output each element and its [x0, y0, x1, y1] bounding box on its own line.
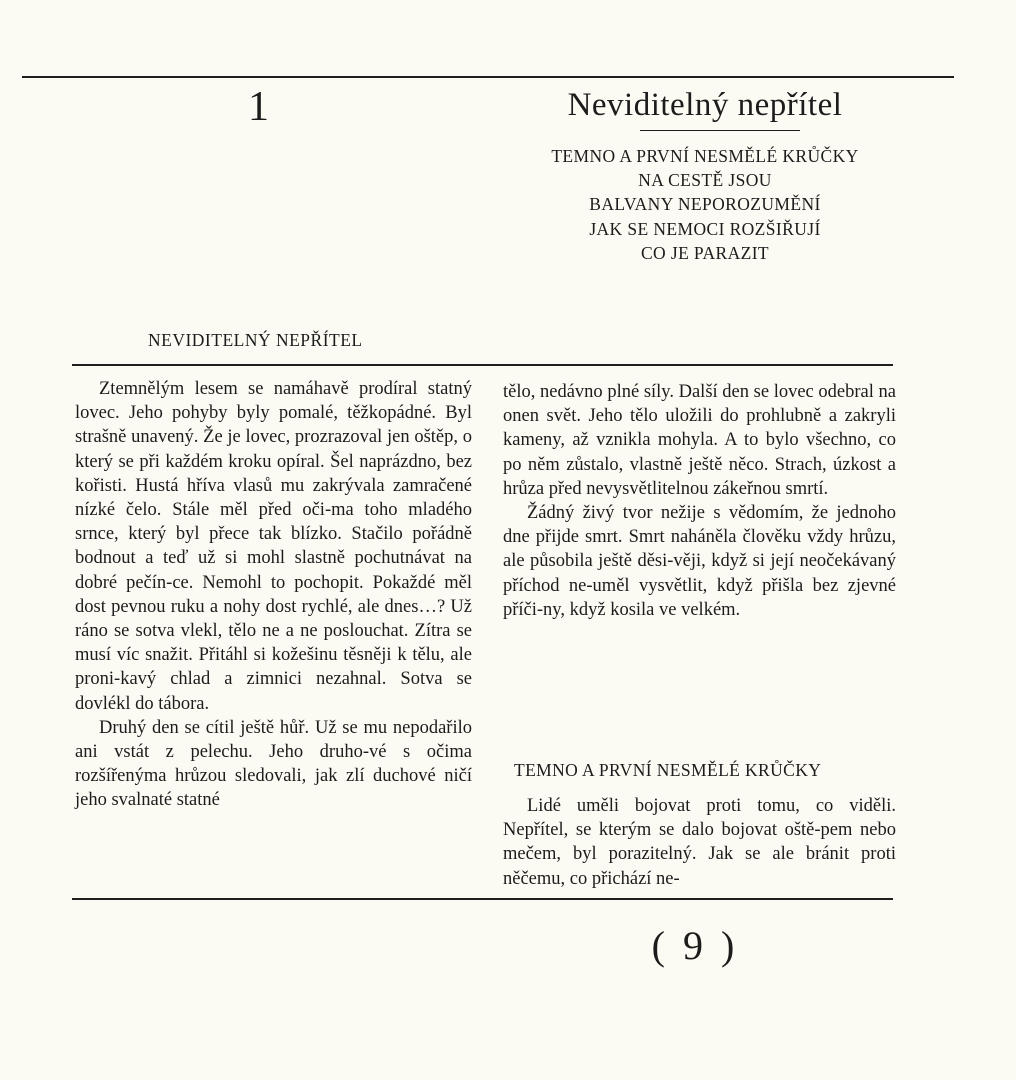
section-rule: [72, 364, 893, 366]
contents-item: CO JE PARAZIT: [640, 242, 770, 263]
subsection-text: [503, 794, 896, 891]
paragraph: Druhý den se cítil ještě hůř. Už se mu nepodařilo ani vstát z pelechu. Jeho druho-vé s očima rozšířenýma hrůzou sledovali, jak zlí duchové ničí jeho svalnaté statné: [75, 717, 472, 811]
paragraph: Lidé uměli bojovat proti tomu, co viděli. Nepřítel, se kterým se dalo bojovat oště-pem nebo mečem, byl porazitelný. Jak se ale bránit proti něčemu, co přichází ne-: [503, 796, 896, 889]
bottom-rule: [72, 898, 893, 900]
title-underline: [640, 130, 800, 131]
contents-item: NA CESTĚ JSOU: [638, 170, 772, 191]
chapter-number: 1: [248, 84, 269, 130]
chapter-title: Neviditelný nepřítel: [567, 87, 843, 123]
paragraph-continued: tělo, nedávno plné síly. Další den se lovec odebral na onen svět. Jeho tělo uložili do prohlubně a zakryli kameny, až vznikla mohyla. A to bylo všechno, co po něm zůstalo, vlastně ještě něco. Strach, úzkost a hrůza před nevysvětlitelnou zákeřnou smrtí.: [503, 382, 896, 499]
contents-item: TEMNO A PRVNÍ NESMĚLÉ KRŮČKY: [551, 146, 859, 166]
paragraph: Ztemnělým lesem se namáhavě prodíral statný lovec. Jeho pohyby byly pomalé, těžkopádné. Byl strašně unavený. Že je lovec, prozrazoval jen oštěp, o který se při každém kroku opíral. Šel naprázdno, bez kořisti. Hustá hříva vlasů mu zakrývala zamračené nízké čelo. Stále měl před oči-ma toho mladého srnce, který byl přece tak blízko. Stačilo pořádně bodnout a teď už si mohl slastně pochutnávat na dobré pečín-ce. Nemohl to pochopit. Pokaždé měl dost pevnou ruku a nohy dost rychlé, ale dnes…? Už ráno se sotva vlekl, tělo ne a ne poslouchat. Zítra se musí víc snažit. Přitáhl si kožešinu těsněji k tělu, ale proni-kavý chlad a zimnici nezahnal. Sotva se dovlékl do tábora.: [75, 379, 472, 714]
page-number: ( 9 ): [651, 923, 739, 968]
section-heading: NEVIDITELNÝ NEPŘÍTEL: [148, 330, 363, 350]
text-column-right: [503, 380, 896, 622]
text-column-left: [75, 377, 472, 813]
contents-item: JAK SE NEMOCI ROZŠIŘUJÍ: [589, 218, 821, 239]
top-rule: [22, 76, 954, 78]
subsection-heading: TEMNO A PRVNÍ NESMĚLÉ KRŮČKY: [514, 760, 822, 780]
contents-item: BALVANY NEPOROZUMĚNÍ: [589, 194, 821, 215]
chapter-contents: [480, 144, 930, 265]
paragraph: Žádný živý tvor nežije s vědomím, že jednoho dne přijde smrt. Smrt naháněla člověku vždy hrůzu, ale působila ještě děsi-věji, když si její neočekávaný příchod ne-uměl vysvětlit, když přišla bez zjevné příči-ny, když kosila ve velkém.: [503, 503, 896, 620]
